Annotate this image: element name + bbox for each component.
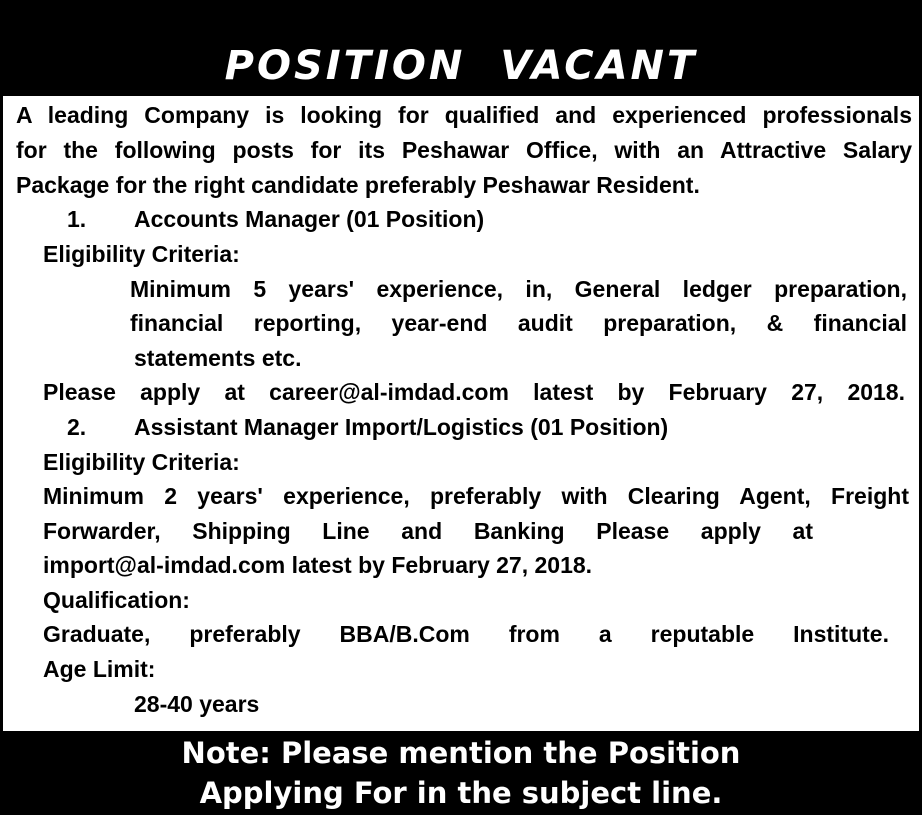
position-1-criteria-line-2: financial reporting, year-end audit preparation, & financial xyxy=(130,310,907,336)
position-1-apply-line: Please apply at career@al-imdad.com latest by February 27, 2018. xyxy=(43,379,905,405)
position-1-criteria-label: Eligibility Criteria: xyxy=(43,241,240,267)
header-band xyxy=(3,3,919,96)
position-2-age-value: 28-40 years xyxy=(134,691,260,717)
intro-line-1: A leading Company is looking for qualified and experienced professionals xyxy=(16,102,912,128)
position-2-title: Assistant Manager Import/Logistics (01 Position) xyxy=(134,414,669,440)
position-2-qualification-label: Qualification: xyxy=(43,587,190,613)
footer-note-line-1: Note: Please mention the Position xyxy=(181,736,741,770)
position-2-number: 2. xyxy=(67,414,87,440)
intro-line-2: for the following posts for its Peshawar Office, with an Attractive Salary xyxy=(16,137,912,163)
page-title: POSITION VACANT xyxy=(224,42,698,89)
footer-note-line-2: Applying For in the subject line. xyxy=(199,776,723,810)
position-1-criteria-line-1: Minimum 5 years' experience, in, General ledger preparation, xyxy=(130,276,907,302)
position-2-criteria-line-2: Forwarder, Shipping Line and Banking Please apply at xyxy=(43,518,813,544)
position-1-title: Accounts Manager (01 Position) xyxy=(134,206,485,232)
position-2-criteria-line-3: import@al-imdad.com latest by February 27, 2018. xyxy=(43,552,593,578)
position-1-criteria-line-3: statements etc. xyxy=(134,345,302,371)
position-1-number: 1. xyxy=(67,206,87,232)
footer-band xyxy=(3,731,919,815)
position-2-criteria-label: Eligibility Criteria: xyxy=(43,449,240,475)
position-2-age-label: Age Limit: xyxy=(43,656,156,682)
intro-line-3: Package for the right candidate preferably Peshawar Resident. xyxy=(16,172,700,198)
position-2-criteria-line-1: Minimum 2 years' experience, preferably with Clearing Agent, Freight xyxy=(43,483,909,509)
position-2-qualification-text: Graduate, preferably BBA/B.Com from a reputable Institute. xyxy=(43,621,889,647)
